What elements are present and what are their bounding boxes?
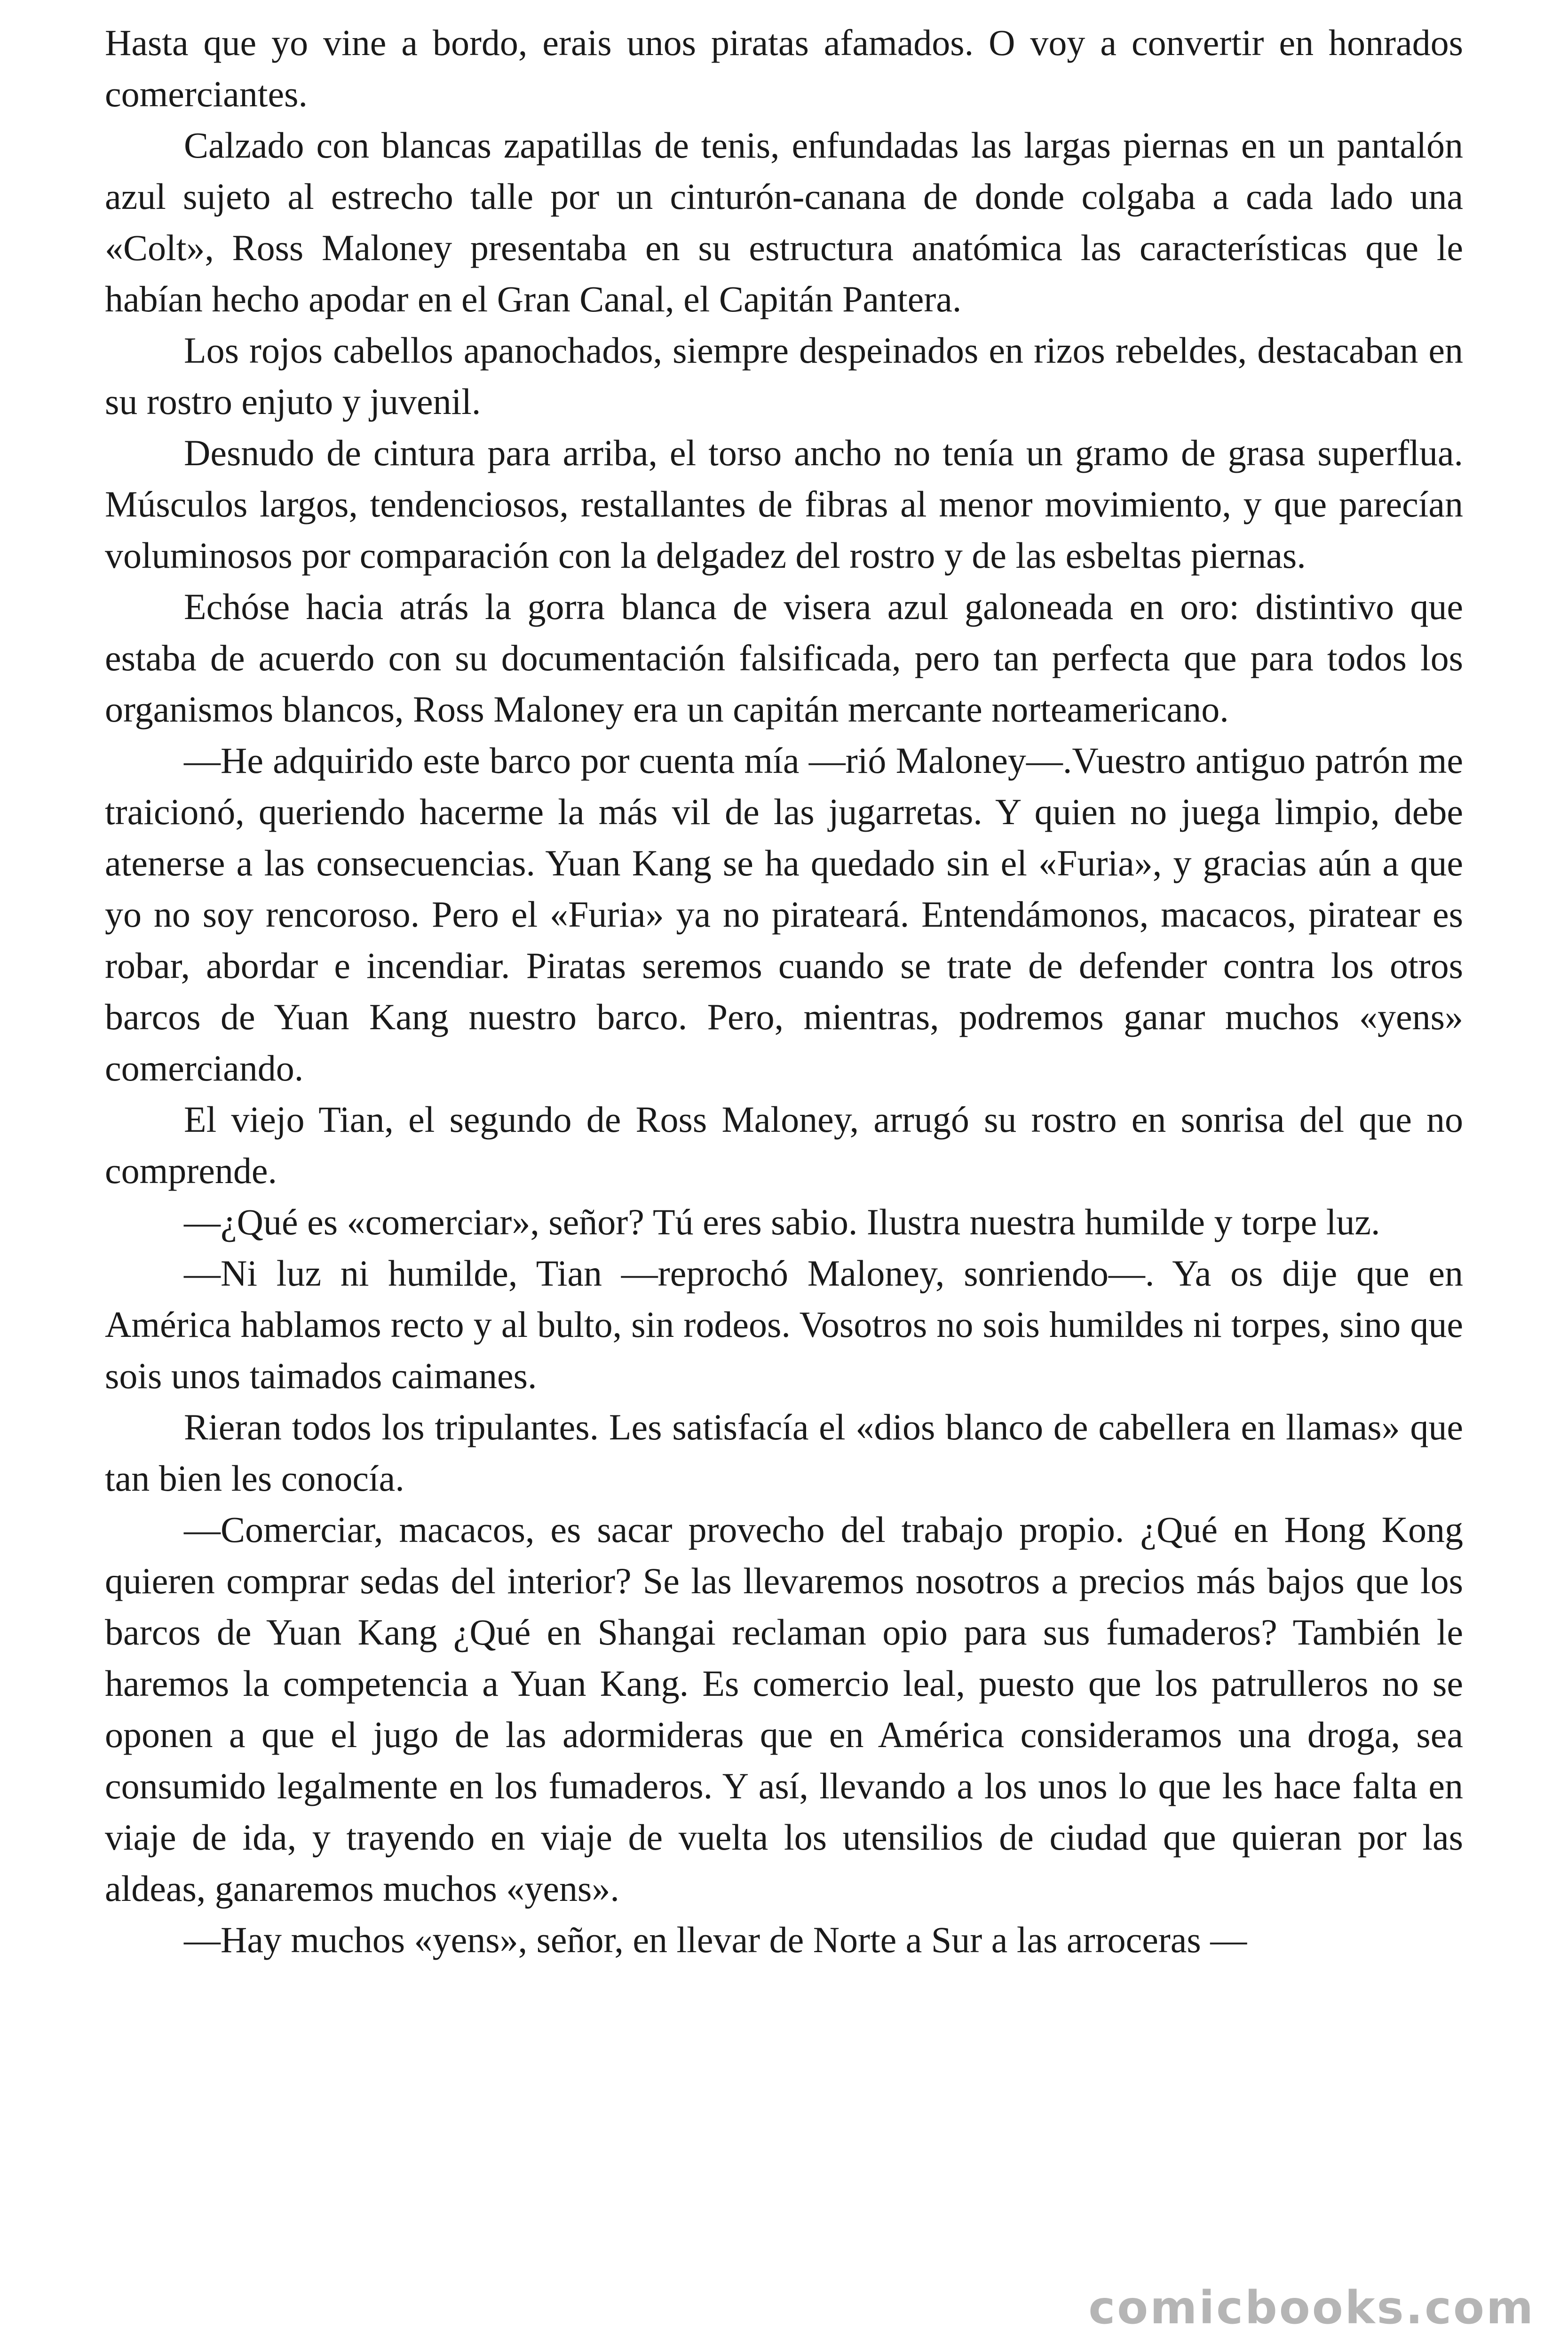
paragraph-4: Desnudo de cintura para arriba, el torso ancho no tenía un gramo de grasa superflua. Músculos largos, tendenciosos, restallantes de fibras al menor movimiento, y que parecían voluminosos por comparación con la delgadez del rostro y de las esbeltas piernas.: [105, 432, 1463, 576]
paragraph-6: —He adquirido este barco por cuenta mía —rió Maloney—.Vuestro antiguo patrón me traicionó, queriendo hacerme la más vil de las jugarretas. Y quien no juega limpio, debe atenerse a las consecuencias. Yuan Kang se ha quedado sin el «Furia», y gracias aún a que yo no soy rencoroso. Pero el «Furia» ya no pirateará. Entendámonos, macacos, piratear es robar, abordar e incendiar. Piratas seremos cuando se trate de defender contra los otros barcos de Yuan Kang nuestro barco. Pero, mientras, podremos ganar muchos «yens» comerciando.: [105, 740, 1463, 1089]
paragraph-8: —¿Qué es «comerciar», señor? Tú eres sabio. Ilustra nuestra humilde y torpe luz.: [184, 1201, 1380, 1242]
paragraph-10: Rieran todos los tripulantes. Les satisfacía el «dios blanco de cabellera en llamas» que tan bien les conocía.: [105, 1406, 1463, 1499]
paragraph-12: —Hay muchos «yens», señor, en llevar de Norte a Sur a las arroceras —: [184, 1919, 1247, 1960]
paragraph-7: El viejo Tian, el segundo de Ross Maloney, arrugó su rostro en sonrisa del que no comprende.: [105, 1099, 1463, 1191]
paragraph-11: —Comerciar, macacos, es sacar provecho del trabajo propio. ¿Qué en Hong Kong quieren comprar sedas del interior? Se las llevaremos nosotros a precios más bajos que los barcos de Yuan Kang ¿Qué en Shangai reclaman opio para sus fumaderos? También le haremos la competencia a Yuan Kang. Es comercio leal, puesto que los patrulleros no se oponen a que el jugo de las adormideras que en América consideramos una droga, sea consumido legalmente en los fumaderos. Y así, llevando a los unos lo que les hace falta en viaje de ida, y trayendo en viaje de vuelta los utensilios de ciudad que quieran por las aldeas, ganaremos muchos «yens».: [105, 1509, 1463, 1909]
paragraph-9: —Ni luz ni humilde, Tian —reprochó Maloney, sonriendo—. Ya os dije que en América hablamos recto y al bulto, sin rodeos. Vosotros no sois humildes ni torpes, sino que sois unos taimados caimanes.: [105, 1253, 1463, 1396]
paragraph-5: Echóse hacia atrás la gorra blanca de visera azul galoneada en oro: distintivo que estaba de acuerdo con su documentación falsificada, pero tan perfecta que para todos los organismos blancos, Ross Maloney era un capitán mercante norteamericano.: [105, 586, 1463, 730]
paragraph-3: Los rojos cabellos apanochados, siempre despeinados en rizos rebeldes, destacaban en su rostro enjuto y juvenil.: [105, 330, 1463, 422]
book-page-text: [105, 17, 1463, 1965]
paragraph-2: Calzado con blancas zapatillas de tenis, enfundadas las largas piernas en un pantalón azul sujeto al estrecho talle por un cinturón-canana de donde colgaba a cada lado una «Colt», Ross Maloney presentaba en su estructura anatómica las características que le habían hecho apodar en el Gran Canal, el Capitán Pantera.: [105, 125, 1463, 319]
paragraph-1: Hasta que yo vine a bordo, erais unos piratas afamados. O voy a convertir en honrados comerciantes.: [105, 22, 1463, 114]
watermark-logo: comicbooks.com: [1088, 2281, 1535, 2334]
